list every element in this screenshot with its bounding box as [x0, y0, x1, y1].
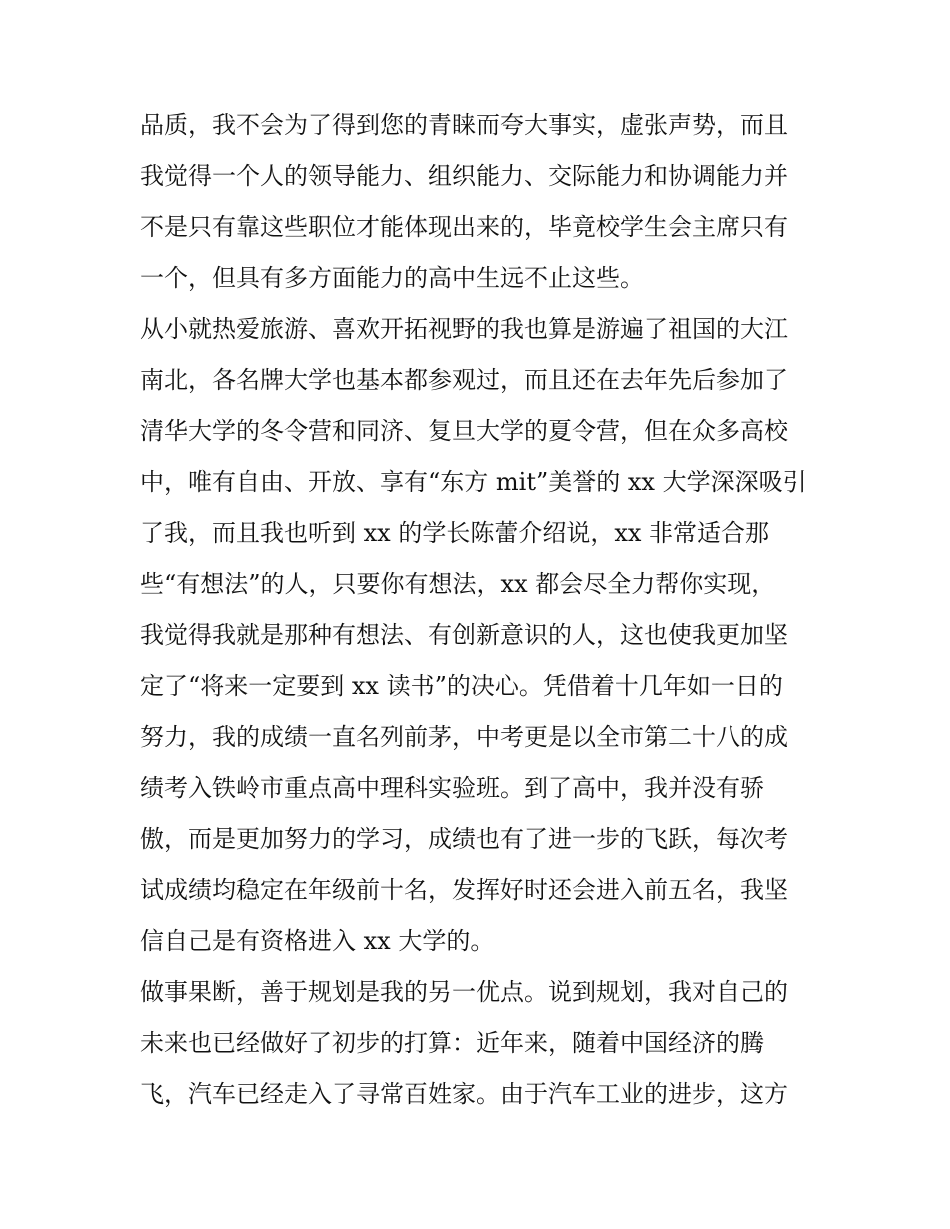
text-line: 一个，但具有多方面能力的高中生远不止这些。 [140, 264, 644, 292]
text-line: 些“有想法”的人，只要你有想法，xx 都会尽全力帮你实现， [140, 570, 776, 598]
text-line: 傲，而是更加努力的学习，成绩也有了进一步的飞跃，每次考 [140, 825, 788, 853]
text-line: 未来也已经做好了初步的打算：近年来，随着中国经济的腾 [140, 1029, 764, 1057]
text-line: 清华大学的冬令营和同济、复旦大学的夏令营，但在众多高校 [140, 417, 788, 445]
text-line: 从小就热爱旅游、喜欢开拓视野的我也算是游遍了祖国的大江 [140, 315, 788, 343]
text-line: 飞，汽车已经走入了寻常百姓家。由于汽车工业的进步，这方 [140, 1080, 788, 1108]
text-line: 了我，而且我也听到 xx 的学长陈蕾介绍说，xx 非常适合那 [140, 519, 770, 547]
text-line: 做事果断，善于规划是我的另一优点。说到规划，我对自己的 [140, 978, 788, 1006]
text-line: 试成绩均稳定在年级前十名，发挥好时还会进入前五名，我坚 [140, 876, 788, 904]
text-line: 品质，我不会为了得到您的青睐而夸大事实，虚张声势，而且 [140, 111, 788, 139]
text-line: 中，唯有自由、开放、享有“东方 mit”美誉的 xx 大学深深吸引 [140, 468, 807, 496]
text-line: 不是只有靠这些职位才能体现出来的，毕竟校学生会主席只有 [140, 213, 788, 241]
text-line: 努力，我的成绩一直名列前茅，中考更是以全市第二十八的成 [140, 723, 788, 751]
document-body [140, 100, 820, 1120]
text-line: 定了“将来一定要到 xx 读书”的决心。凭借着十几年如一日的 [140, 672, 783, 700]
text-line: 绩考入铁岭市重点高中理科实验班。到了高中，我并没有骄 [140, 774, 764, 802]
text-line: 我觉得我就是那种有想法、有创新意识的人，这也使我更加坚 [140, 621, 788, 649]
text-line: 南北，各名牌大学也基本都参观过，而且还在去年先后参加了 [140, 366, 788, 394]
text-line: 信自己是有资格进入 xx 大学的。 [140, 927, 495, 955]
text-line: 我觉得一个人的领导能力、组织能力、交际能力和协调能力并 [140, 162, 788, 190]
